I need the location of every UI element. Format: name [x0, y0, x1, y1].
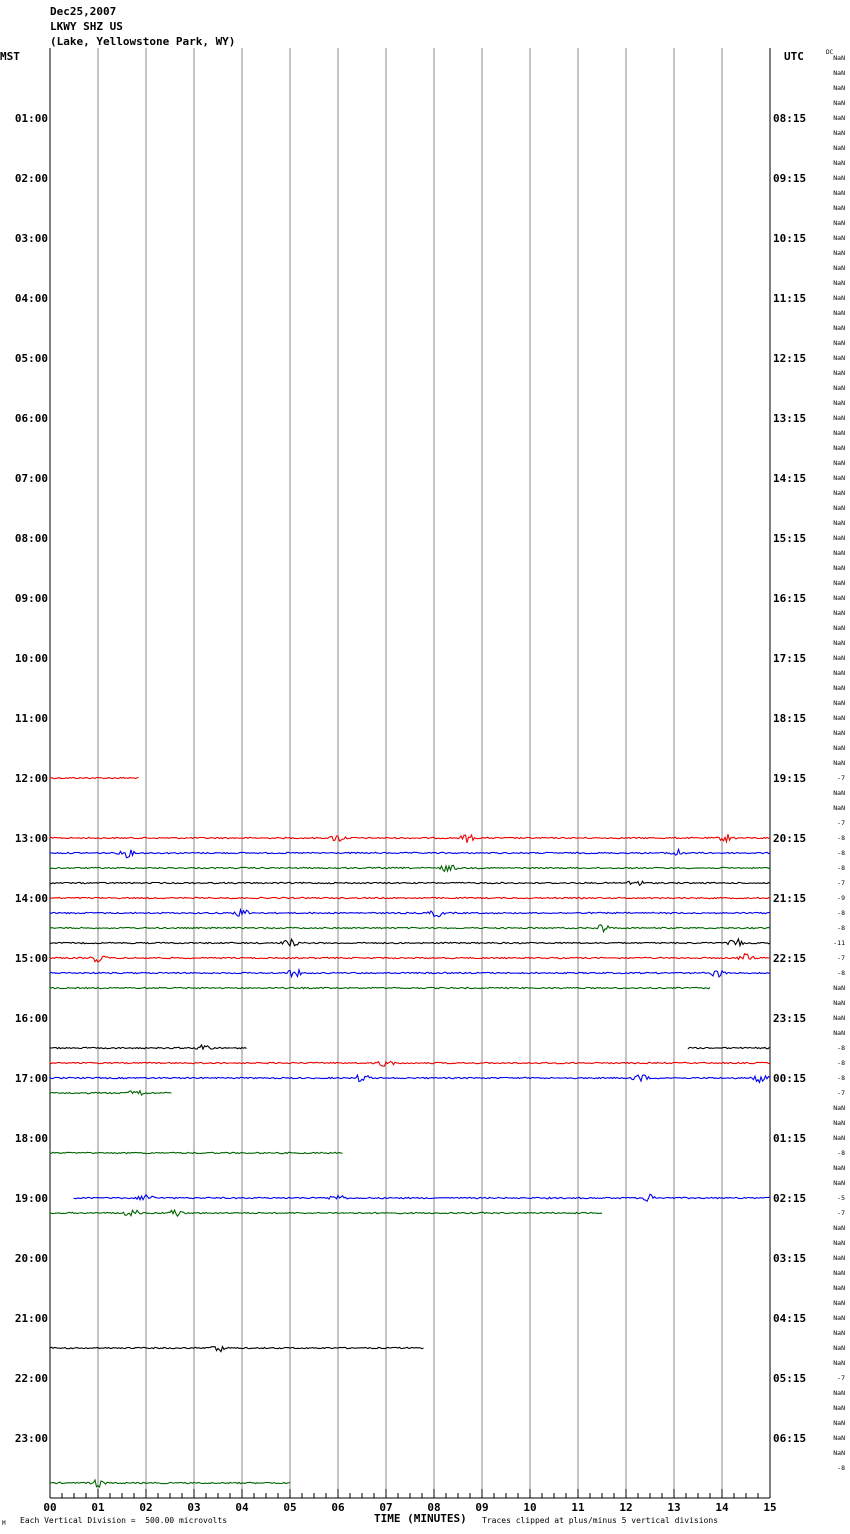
trace-black	[50, 1347, 424, 1352]
trace-red	[50, 954, 770, 962]
x-tick-label: 07	[379, 1501, 393, 1514]
dc-offset-value: NaN	[833, 579, 845, 587]
dc-offset-value: NaN	[833, 789, 845, 797]
right-hour-label: 21:15	[773, 892, 807, 905]
dc-offset-value: NaN	[833, 609, 845, 617]
left-hour-label: 17:00	[14, 1072, 48, 1085]
left-hour-label: 18:00	[14, 1132, 48, 1145]
dc-offset-value: NaN	[833, 1284, 845, 1292]
dc-offset-value: -8	[837, 909, 845, 917]
dc-offset-value: -8	[837, 1059, 845, 1067]
left-hour-label: 21:00	[14, 1312, 48, 1325]
dc-offset-value: -8	[837, 924, 845, 932]
dc-offset-value: -7	[837, 1374, 845, 1382]
dc-offset-value: NaN	[833, 309, 845, 317]
dc-offset-value: NaN	[833, 1329, 845, 1337]
dc-offset-value: NaN	[833, 1389, 845, 1397]
right-hour-label: 08:15	[773, 112, 807, 125]
dc-offset-value: NaN	[833, 1014, 845, 1022]
trace-black	[50, 939, 770, 946]
dc-offset-value: NaN	[833, 519, 845, 527]
dc-offset-value: NaN	[833, 744, 845, 752]
dc-offset-value: -8	[837, 1044, 845, 1052]
clip-note: Traces clipped at plus/minus 5 vertical divisions	[482, 1516, 719, 1525]
dc-offset-value: NaN	[833, 414, 845, 422]
right-hour-label: 10:15	[773, 232, 807, 245]
right-hour-label: 23:15	[773, 1012, 807, 1025]
dc-offset-value: NaN	[833, 984, 845, 992]
dc-offset-value: -8	[837, 1149, 845, 1157]
right-hour-label: 02:15	[773, 1192, 807, 1205]
trace-red	[50, 897, 770, 898]
dc-offset-value: NaN	[833, 639, 845, 647]
dc-offset-value: -7	[837, 819, 845, 827]
corner-mark: M	[2, 1520, 6, 1527]
left-hour-label: 22:00	[14, 1372, 48, 1385]
dc-offset-value: NaN	[833, 714, 845, 722]
right-hour-label: 01:15	[773, 1132, 807, 1145]
right-hour-label: 04:15	[773, 1312, 807, 1325]
dc-offset-value: NaN	[833, 264, 845, 272]
right-hour-label: 03:15	[773, 1252, 807, 1265]
dc-offset-value: NaN	[833, 1344, 845, 1352]
dc-offset-value: NaN	[833, 324, 845, 332]
dc-offset-value: -7	[837, 954, 845, 962]
dc-offset-value: NaN	[833, 654, 845, 662]
dc-offset-value: NaN	[833, 564, 845, 572]
left-hour-label: 14:00	[14, 892, 48, 905]
trace-blue	[50, 970, 770, 977]
dc-offset-column	[833, 54, 845, 1472]
dc-offset-value: NaN	[833, 549, 845, 557]
x-tick-label: 11	[571, 1501, 585, 1514]
right-hour-label: 19:15	[773, 772, 807, 785]
dc-offset-value: -8	[837, 1074, 845, 1082]
trace-red	[50, 777, 139, 778]
right-timezone-label: UTC	[784, 50, 804, 63]
dc-offset-value: -8	[837, 969, 845, 977]
plot-date: Dec25,2007	[50, 5, 117, 18]
vertical-gridlines	[98, 48, 722, 1498]
dc-offset-value: NaN	[833, 1254, 845, 1262]
x-axis-title: TIME (MINUTES)	[374, 1512, 467, 1525]
x-tick-label: 15	[763, 1501, 777, 1514]
x-tick-label: 05	[283, 1501, 297, 1514]
dc-offset-value: NaN	[833, 804, 845, 812]
dc-offset-value: NaN	[833, 189, 845, 197]
dc-offset-value: NaN	[833, 1299, 845, 1307]
dc-offset-value: NaN	[833, 99, 845, 107]
dc-column-label: DC	[826, 49, 834, 56]
right-hour-label: 17:15	[773, 652, 807, 665]
hour-labels	[15, 112, 806, 1445]
left-hour-label: 06:00	[14, 412, 48, 425]
left-hour-label: 09:00	[14, 592, 48, 605]
dc-offset-value: NaN	[833, 204, 845, 212]
x-tick-label: 00	[43, 1501, 57, 1514]
dc-offset-value: -5	[837, 1194, 845, 1202]
x-tick-label: 08	[427, 1501, 441, 1514]
trace-black	[688, 1047, 769, 1048]
trace-blue	[50, 849, 770, 857]
dc-offset-value: NaN	[833, 534, 845, 542]
right-hour-label: 22:15	[773, 952, 807, 965]
left-hour-label: 03:00	[14, 232, 48, 245]
dc-offset-value: NaN	[833, 1104, 845, 1112]
dc-offset-value: NaN	[833, 129, 845, 137]
dc-offset-value: NaN	[833, 219, 845, 227]
dc-offset-value: NaN	[833, 594, 845, 602]
x-tick-label: 09	[475, 1501, 489, 1514]
left-hour-label: 16:00	[14, 1012, 48, 1025]
dc-offset-value: -7	[837, 879, 845, 887]
dc-offset-value: NaN	[833, 279, 845, 287]
dc-offset-value: NaN	[833, 1404, 845, 1412]
dc-offset-value: -7	[837, 774, 845, 782]
right-hour-label: 20:15	[773, 832, 807, 845]
dc-offset-value: NaN	[833, 384, 845, 392]
station-name: LKWY SHZ US	[50, 20, 123, 33]
dc-offset-value: NaN	[833, 114, 845, 122]
dc-offset-value: NaN	[833, 249, 845, 257]
dc-offset-value: NaN	[833, 459, 845, 467]
left-hour-label: 19:00	[14, 1192, 48, 1205]
trace-green	[50, 1091, 172, 1095]
dc-offset-value: NaN	[833, 1119, 845, 1127]
dc-offset-value: NaN	[833, 144, 845, 152]
trace-green	[50, 1480, 290, 1487]
right-hour-label: 15:15	[773, 532, 807, 545]
dc-offset-value: NaN	[833, 999, 845, 1007]
dc-offset-value: NaN	[833, 669, 845, 677]
dc-offset-value: NaN	[833, 1449, 845, 1457]
dc-offset-value: -11	[833, 939, 845, 947]
trace-red	[50, 1062, 770, 1067]
trace-black	[50, 881, 770, 885]
right-hour-label: 11:15	[773, 292, 807, 305]
dc-offset-value: NaN	[833, 504, 845, 512]
dc-offset-value: -8	[837, 1464, 845, 1472]
dc-offset-value: NaN	[833, 1029, 845, 1037]
dc-offset-value: NaN	[833, 234, 845, 242]
trace-green	[50, 1152, 343, 1153]
right-hour-label: 09:15	[773, 172, 807, 185]
plot-frame	[50, 48, 770, 1498]
left-hour-label: 11:00	[14, 712, 48, 725]
x-tick-label: 14	[715, 1501, 729, 1514]
x-tick-label: 13	[667, 1501, 681, 1514]
dc-offset-value: NaN	[833, 174, 845, 182]
x-tick-label: 12	[619, 1501, 633, 1514]
dc-offset-value: NaN	[833, 1269, 845, 1277]
dc-offset-value: NaN	[833, 339, 845, 347]
dc-offset-value: -8	[837, 834, 845, 842]
dc-offset-value: NaN	[833, 1434, 845, 1442]
station-location: (Lake, Yellowstone Park, WY)	[50, 35, 236, 48]
right-hour-label: 00:15	[773, 1072, 807, 1085]
dc-offset-value: NaN	[833, 759, 845, 767]
x-tick-label: 06	[331, 1501, 345, 1514]
left-hour-label: 13:00	[14, 832, 48, 845]
dc-offset-value: NaN	[833, 684, 845, 692]
left-hour-label: 12:00	[14, 772, 48, 785]
dc-offset-value: -8	[837, 849, 845, 857]
dc-offset-value: NaN	[833, 54, 845, 62]
left-hour-label: 02:00	[14, 172, 48, 185]
left-hour-label: 04:00	[14, 292, 48, 305]
dc-offset-value: NaN	[833, 1359, 845, 1367]
dc-offset-value: NaN	[833, 1314, 845, 1322]
trace-green	[50, 865, 770, 871]
dc-offset-value: NaN	[833, 429, 845, 437]
x-tick-label: 04	[235, 1501, 249, 1514]
trace-black	[50, 1045, 247, 1049]
dc-offset-value: NaN	[833, 354, 845, 362]
trace-green	[50, 987, 710, 988]
dc-offset-value: NaN	[833, 84, 845, 92]
trace-red	[50, 834, 770, 843]
trace-green	[50, 925, 770, 932]
trace-green	[50, 1210, 602, 1216]
left-hour-label: 05:00	[14, 352, 48, 365]
seismic-traces	[50, 777, 770, 1487]
x-tick-label: 01	[91, 1501, 105, 1514]
dc-offset-value: NaN	[833, 1164, 845, 1172]
dc-offset-value: NaN	[833, 474, 845, 482]
dc-offset-value: NaN	[833, 69, 845, 77]
dc-offset-value: NaN	[833, 1134, 845, 1142]
right-hour-label: 06:15	[773, 1432, 807, 1445]
dc-offset-value: NaN	[833, 444, 845, 452]
right-hour-label: 18:15	[773, 712, 807, 725]
left-hour-label: 15:00	[14, 952, 48, 965]
dc-offset-value: NaN	[833, 729, 845, 737]
trace-blue	[50, 1075, 770, 1083]
time-axis	[43, 1489, 776, 1514]
x-tick-label: 02	[139, 1501, 153, 1514]
left-hour-label: 07:00	[14, 472, 48, 485]
dc-offset-value: NaN	[833, 1419, 845, 1427]
dc-offset-value: NaN	[833, 1239, 845, 1247]
right-hour-label: 14:15	[773, 472, 807, 485]
right-hour-label: 05:15	[773, 1372, 807, 1385]
vertical-scale-note: Each Vertical Division = 500.00 microvolts	[20, 1516, 228, 1525]
dc-offset-value: NaN	[833, 399, 845, 407]
dc-offset-value: NaN	[833, 369, 845, 377]
left-hour-label: 01:00	[14, 112, 48, 125]
dc-offset-value: -8	[837, 864, 845, 872]
dc-offset-value: -9	[837, 894, 845, 902]
right-hour-label: 13:15	[773, 412, 807, 425]
dc-offset-value: NaN	[833, 1224, 845, 1232]
left-hour-label: 20:00	[14, 1252, 48, 1265]
dc-offset-value: -7	[837, 1089, 845, 1097]
trace-blue	[74, 1194, 770, 1201]
dc-offset-value: -7	[837, 1209, 845, 1217]
left-hour-label: 23:00	[14, 1432, 48, 1445]
dc-offset-value: NaN	[833, 1179, 845, 1187]
left-timezone-label: MST	[0, 50, 20, 63]
x-tick-label: 03	[187, 1501, 201, 1514]
dc-offset-value: NaN	[833, 159, 845, 167]
right-hour-label: 12:15	[773, 352, 807, 365]
dc-offset-value: NaN	[833, 294, 845, 302]
dc-offset-value: NaN	[833, 699, 845, 707]
dc-offset-value: NaN	[833, 624, 845, 632]
x-tick-label: 10	[523, 1501, 537, 1514]
right-hour-label: 16:15	[773, 592, 807, 605]
left-hour-label: 08:00	[14, 532, 48, 545]
trace-blue	[50, 910, 770, 917]
dc-offset-value: NaN	[833, 489, 845, 497]
left-hour-label: 10:00	[14, 652, 48, 665]
